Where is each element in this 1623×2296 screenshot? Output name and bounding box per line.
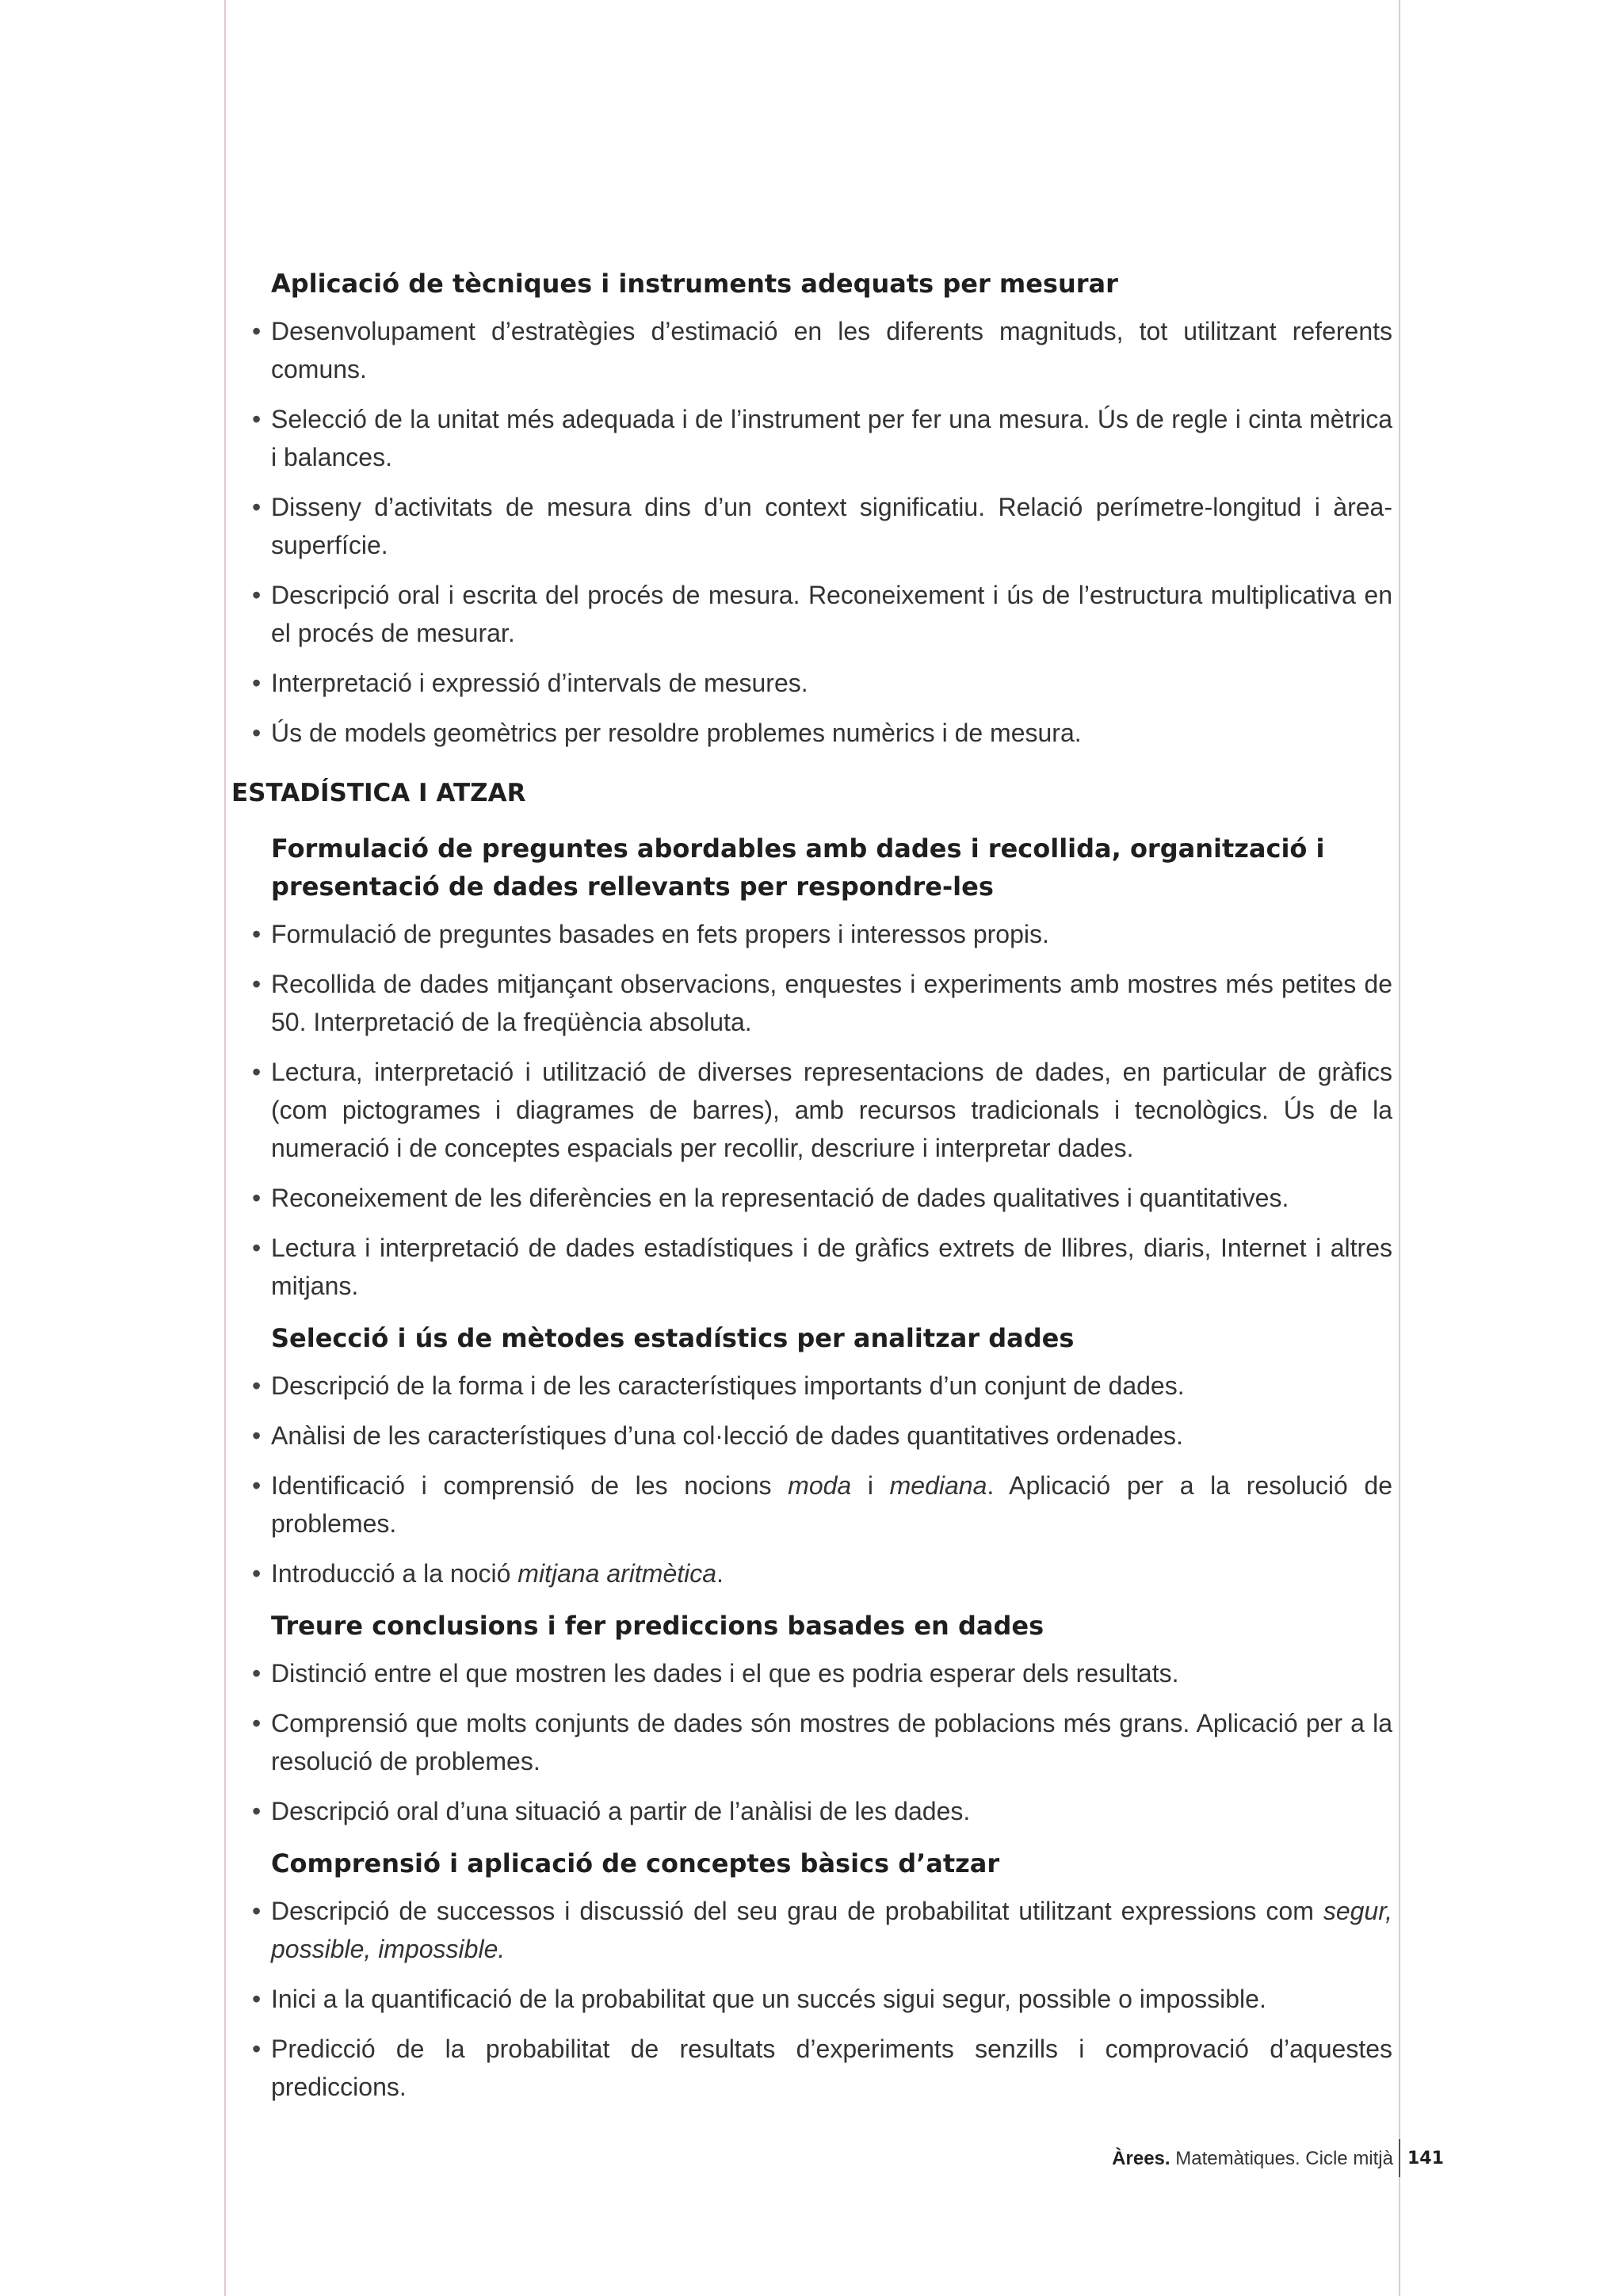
bullet-icon: •: [252, 719, 262, 747]
bullet-icon: •: [252, 1371, 262, 1400]
page-number: 141: [1407, 2149, 1444, 2168]
bullet-icon: •: [252, 1985, 262, 2013]
subheading-metodes: Selecció i ús de mètodes estadístics per analitzar dades: [271, 1323, 1075, 1353]
list-item: • Lectura, interpretació i utilització de diverses representacions de dades, en particular de gràfics (com pictogrames i diagrames de barres), amb recursos tradicionals i tecnològics. Ús de la numeració i de conceptes espacials per recollir, descriure i interpretar dades.: [231, 1053, 1392, 1167]
list-item: • Predicció de la probabilitat de resultats d’experiments senzills i comprovació d’aquestes prediccions.: [231, 2030, 1392, 2106]
list-item: • Introducció a la noció mitjana aritmètica.: [231, 1554, 1392, 1592]
list-item: • Desenvolupament d’estratègies d’estimació en les diferents magnituds, tot utilitzant referents comuns.: [231, 312, 1392, 388]
bullet-icon: •: [252, 1234, 262, 1262]
footer-separator: [1399, 2139, 1400, 2177]
list-item: • Lectura i interpretació de dades estadístiques i de gràfics extrets de llibres, diaris, Internet i altres mitjans.: [231, 1229, 1392, 1305]
list-item: • Selecció de la unitat més adequada i de l’instrument per fer una mesura. Ús de regle i cinta mètrica i balances.: [231, 400, 1392, 476]
list-atzar: [231, 1892, 1392, 2106]
list-item: • Distinció entre el que mostren les dades i el que es podria esperar dels resultats.: [231, 1654, 1392, 1692]
list-item: • Descripció de successos i discussió del seu grau de probabilitat utilitzant expressions com segur, possible, impossible.: [231, 1892, 1392, 1968]
list-item: • Descripció oral d’una situació a partir de l’anàlisi de les dades.: [231, 1792, 1392, 1830]
subheading-conclusions: Treure conclusions i fer prediccions basades en dades: [271, 1611, 1044, 1641]
list-item: • Identificació i comprensió de les nocions moda i mediana. Aplicació per a la resolució de problemes.: [231, 1466, 1392, 1543]
page-footer: [1094, 2145, 1393, 2172]
bullet-icon: •: [252, 1184, 262, 1212]
bullet-icon: •: [252, 1659, 262, 1688]
bullet-icon: •: [252, 970, 262, 998]
list-conclusions: [231, 1654, 1392, 1830]
bullet-icon: •: [252, 1559, 262, 1588]
list-item: • Anàlisi de les característiques d’una col·lecció de dades quantitatives ordenades.: [231, 1417, 1392, 1455]
bullet-icon: •: [252, 2035, 262, 2063]
bullet-icon: •: [252, 1421, 262, 1450]
bullet-icon: •: [252, 1897, 262, 1925]
bullet-icon: •: [252, 1058, 262, 1086]
page-content: [231, 265, 1392, 2118]
bullet-icon: •: [252, 1797, 262, 1825]
list-metodes: [231, 1367, 1392, 1592]
list-item: • Interpretació i expressió d’intervals de mesures.: [231, 664, 1392, 702]
list-item: • Inici a la quantificació de la probabilitat que un succés sigui segur, possible o impossible.: [231, 1980, 1392, 2018]
list-item: • Reconeixement de les diferències en la representació de dades qualitatives i quantitatives.: [231, 1179, 1392, 1217]
footer-area: Àrees.: [1112, 2148, 1170, 2169]
list-formulacio: [231, 915, 1392, 1305]
bullet-icon: •: [252, 1471, 262, 1500]
list-item: • Descripció de la forma i de les característiques importants d’un conjunt de dades.: [231, 1367, 1392, 1405]
subheading-mesurar: Aplicació de tècniques i instruments adequats per mesurar: [271, 269, 1118, 299]
bullet-icon: •: [252, 669, 262, 697]
list-item: • Descripció oral i escrita del procés de mesura. Reconeixement i ús de l’estructura multiplicativa en el procés de mesurar.: [231, 576, 1392, 652]
bullet-icon: •: [252, 1709, 262, 1737]
bullet-icon: •: [252, 317, 262, 345]
bullet-icon: •: [252, 581, 262, 609]
section-title: ESTADÍSTICA I ATZAR: [231, 779, 526, 807]
bullet-icon: •: [252, 920, 262, 948]
list-item: • Formulació de preguntes basades en fets propers i interessos propis.: [231, 915, 1392, 953]
list-item: • Disseny d’activitats de mesura dins d’un context significatiu. Relació perímetre-longitud i àrea-superfície.: [231, 488, 1392, 564]
list-item: • Ús de models geomètrics per resoldre problemes numèrics i de mesura.: [231, 714, 1392, 752]
list-item: • Comprensió que molts conjunts de dades són mostres de poblacions més grans. Aplicació per a la resolució de problemes.: [231, 1704, 1392, 1780]
right-margin-rule: [1399, 0, 1400, 2296]
list-mesurar: [231, 312, 1392, 752]
subheading-atzar: Comprensió i aplicació de conceptes bàsics d’atzar: [271, 1848, 1000, 1878]
subheading-formulacio: Formulació de preguntes abordables amb dades i recollida, organització i presentació de dades rellevants per respondre-les: [271, 833, 1325, 902]
bullet-icon: •: [252, 405, 262, 433]
footer-subject: Matemàtiques. Cicle mitjà: [1170, 2148, 1393, 2169]
left-margin-rule: [224, 0, 226, 2296]
bullet-icon: •: [252, 493, 262, 521]
list-item: • Recollida de dades mitjançant observacions, enquestes i experiments amb mostres més petites de 50. Interpretació de la freqüència absoluta.: [231, 965, 1392, 1041]
